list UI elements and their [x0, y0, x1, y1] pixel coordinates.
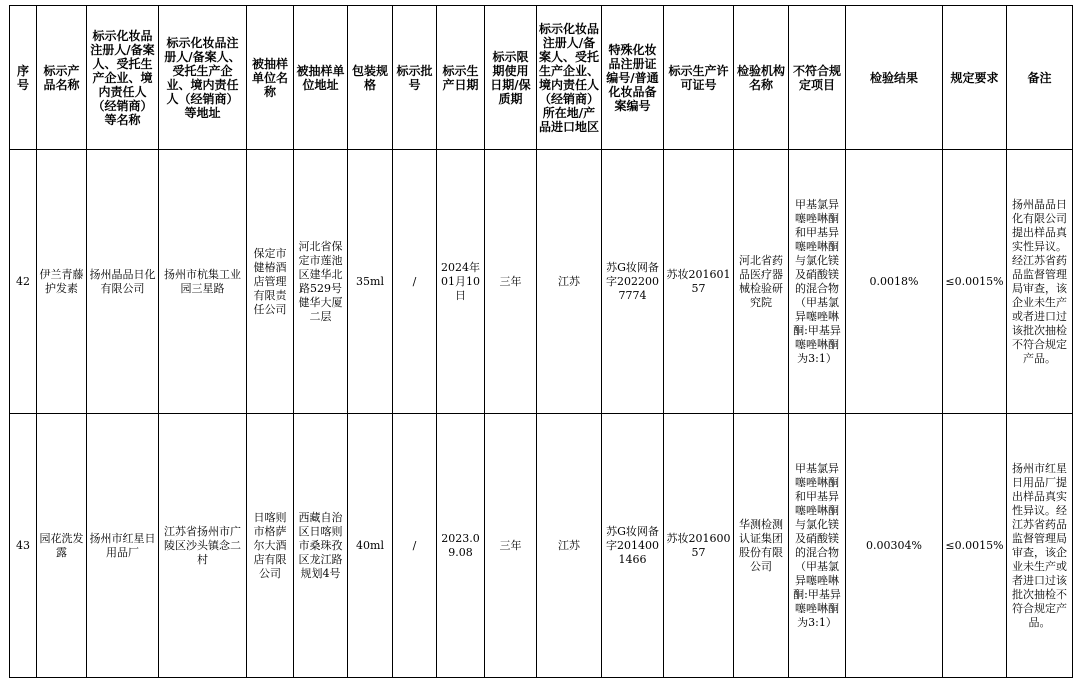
company-name-cell: 扬州晶品日化有限公司 [87, 150, 159, 414]
header-cell: 标示生产许可证号 [664, 6, 734, 150]
remarks-cell: 扬州市红星日用品厂提出样品真实性异议。经江苏省药品监督管理局审查，该企业未生产或者进口过该批次抽检不符合规定产品。 [1007, 414, 1073, 678]
sampled-unit-name-cell: 保定市健椿酒店管理有限责任公司 [247, 150, 294, 414]
header-cell: 被抽样单位名称 [247, 6, 294, 150]
batch-number-cell: / [393, 150, 437, 414]
header-cell: 标示产品名称 [37, 6, 87, 150]
header-cell: 标示化妆品注册人/备案人、受托生产企业、境内责任人（经销商）所在地/产品进口地区 [537, 6, 602, 150]
header-cell: 检验机构名称 [734, 6, 789, 150]
origin-region-cell: 江苏 [537, 150, 602, 414]
header-cell: 标示限期使用日期/保质期 [485, 6, 537, 150]
header-cell: 序号 [10, 6, 37, 150]
header-cell: 标示生产日期 [437, 6, 485, 150]
shelf-life-cell: 三年 [485, 150, 537, 414]
production-date-cell: 2023.09.08 [437, 414, 485, 678]
production-license-cell: 苏妆20160057 [664, 414, 734, 678]
sampled-unit-address-cell: 西藏自治区日喀则市桑珠孜区龙江路规划4号 [294, 414, 348, 678]
serial-number-cell: 42 [10, 150, 37, 414]
testing-agency-cell: 华测检测认证集团股份有限公司 [734, 414, 789, 678]
sampled-unit-name-cell: 日喀则市格萨尔大酒店有限公司 [247, 414, 294, 678]
production-license-cell: 苏妆20160157 [664, 150, 734, 414]
registration-number-cell: 苏G妆网备字2014001466 [602, 414, 664, 678]
company-address-cell: 扬州市杭集工业园三星路 [159, 150, 247, 414]
test-result-cell: 0.00304% [846, 414, 943, 678]
product-name-cell: 伊兰青藤护发素 [37, 150, 87, 414]
requirement-cell: ≤0.0015% [943, 150, 1007, 414]
registration-number-cell: 苏G妆网备字2022007774 [602, 150, 664, 414]
header-cell: 备注 [1007, 6, 1073, 150]
table-row [10, 150, 1073, 414]
origin-region-cell: 江苏 [537, 414, 602, 678]
nonconforming-item-cell: 甲基氯异噻唑啉酮和甲基异噻唑啉酮与氯化镁及硝酸镁的混合物（甲基氯异噻唑啉酮:甲基异噻唑啉酮为3:1） [789, 150, 846, 414]
header-cell: 标示化妆品注册人/备案人、受托生产企业、境内责任人（经销商）等名称 [87, 6, 159, 150]
production-date-cell: 2024年01月10日 [437, 150, 485, 414]
requirement-cell: ≤0.0015% [943, 414, 1007, 678]
header-cell: 包装规格 [348, 6, 393, 150]
package-size-cell: 35ml [348, 150, 393, 414]
nonconforming-item-cell: 甲基氯异噻唑啉酮和甲基异噻唑啉酮与氯化镁及硝酸镁的混合物（甲基氯异噻唑啉酮:甲基异噻唑啉酮为3:1） [789, 414, 846, 678]
product-name-cell: 园花洗发露 [37, 414, 87, 678]
package-size-cell: 40ml [348, 414, 393, 678]
header-cell: 被抽样单位地址 [294, 6, 348, 150]
header-cell: 特殊化妆品注册证编号/普通化妆品备案编号 [602, 6, 664, 150]
header-cell: 标示化妆品注册人/备案人、受托生产企业、境内责任人（经销商）等地址 [159, 6, 247, 150]
inspection-results-table [9, 5, 1073, 678]
test-result-cell: 0.0018% [846, 150, 943, 414]
serial-number-cell: 43 [10, 414, 37, 678]
header-cell: 不符合规定项目 [789, 6, 846, 150]
company-name-cell: 扬州市红星日用品厂 [87, 414, 159, 678]
header-row [10, 6, 1073, 150]
remarks-cell: 扬州晶品日化有限公司提出样品真实性异议。经江苏省药品监督管理局审查，该企业未生产或者进口过该批次抽检不符合规定产品。 [1007, 150, 1073, 414]
company-address-cell: 江苏省扬州市广陵区沙头镇念二村 [159, 414, 247, 678]
sampled-unit-address-cell: 河北省保定市莲池区建华北路529号健华大厦二层 [294, 150, 348, 414]
shelf-life-cell: 三年 [485, 414, 537, 678]
header-cell: 检验结果 [846, 6, 943, 150]
table-row [10, 414, 1073, 678]
header-cell: 标示批号 [393, 6, 437, 150]
header-cell: 规定要求 [943, 6, 1007, 150]
batch-number-cell: / [393, 414, 437, 678]
testing-agency-cell: 河北省药品医疗器械检验研究院 [734, 150, 789, 414]
